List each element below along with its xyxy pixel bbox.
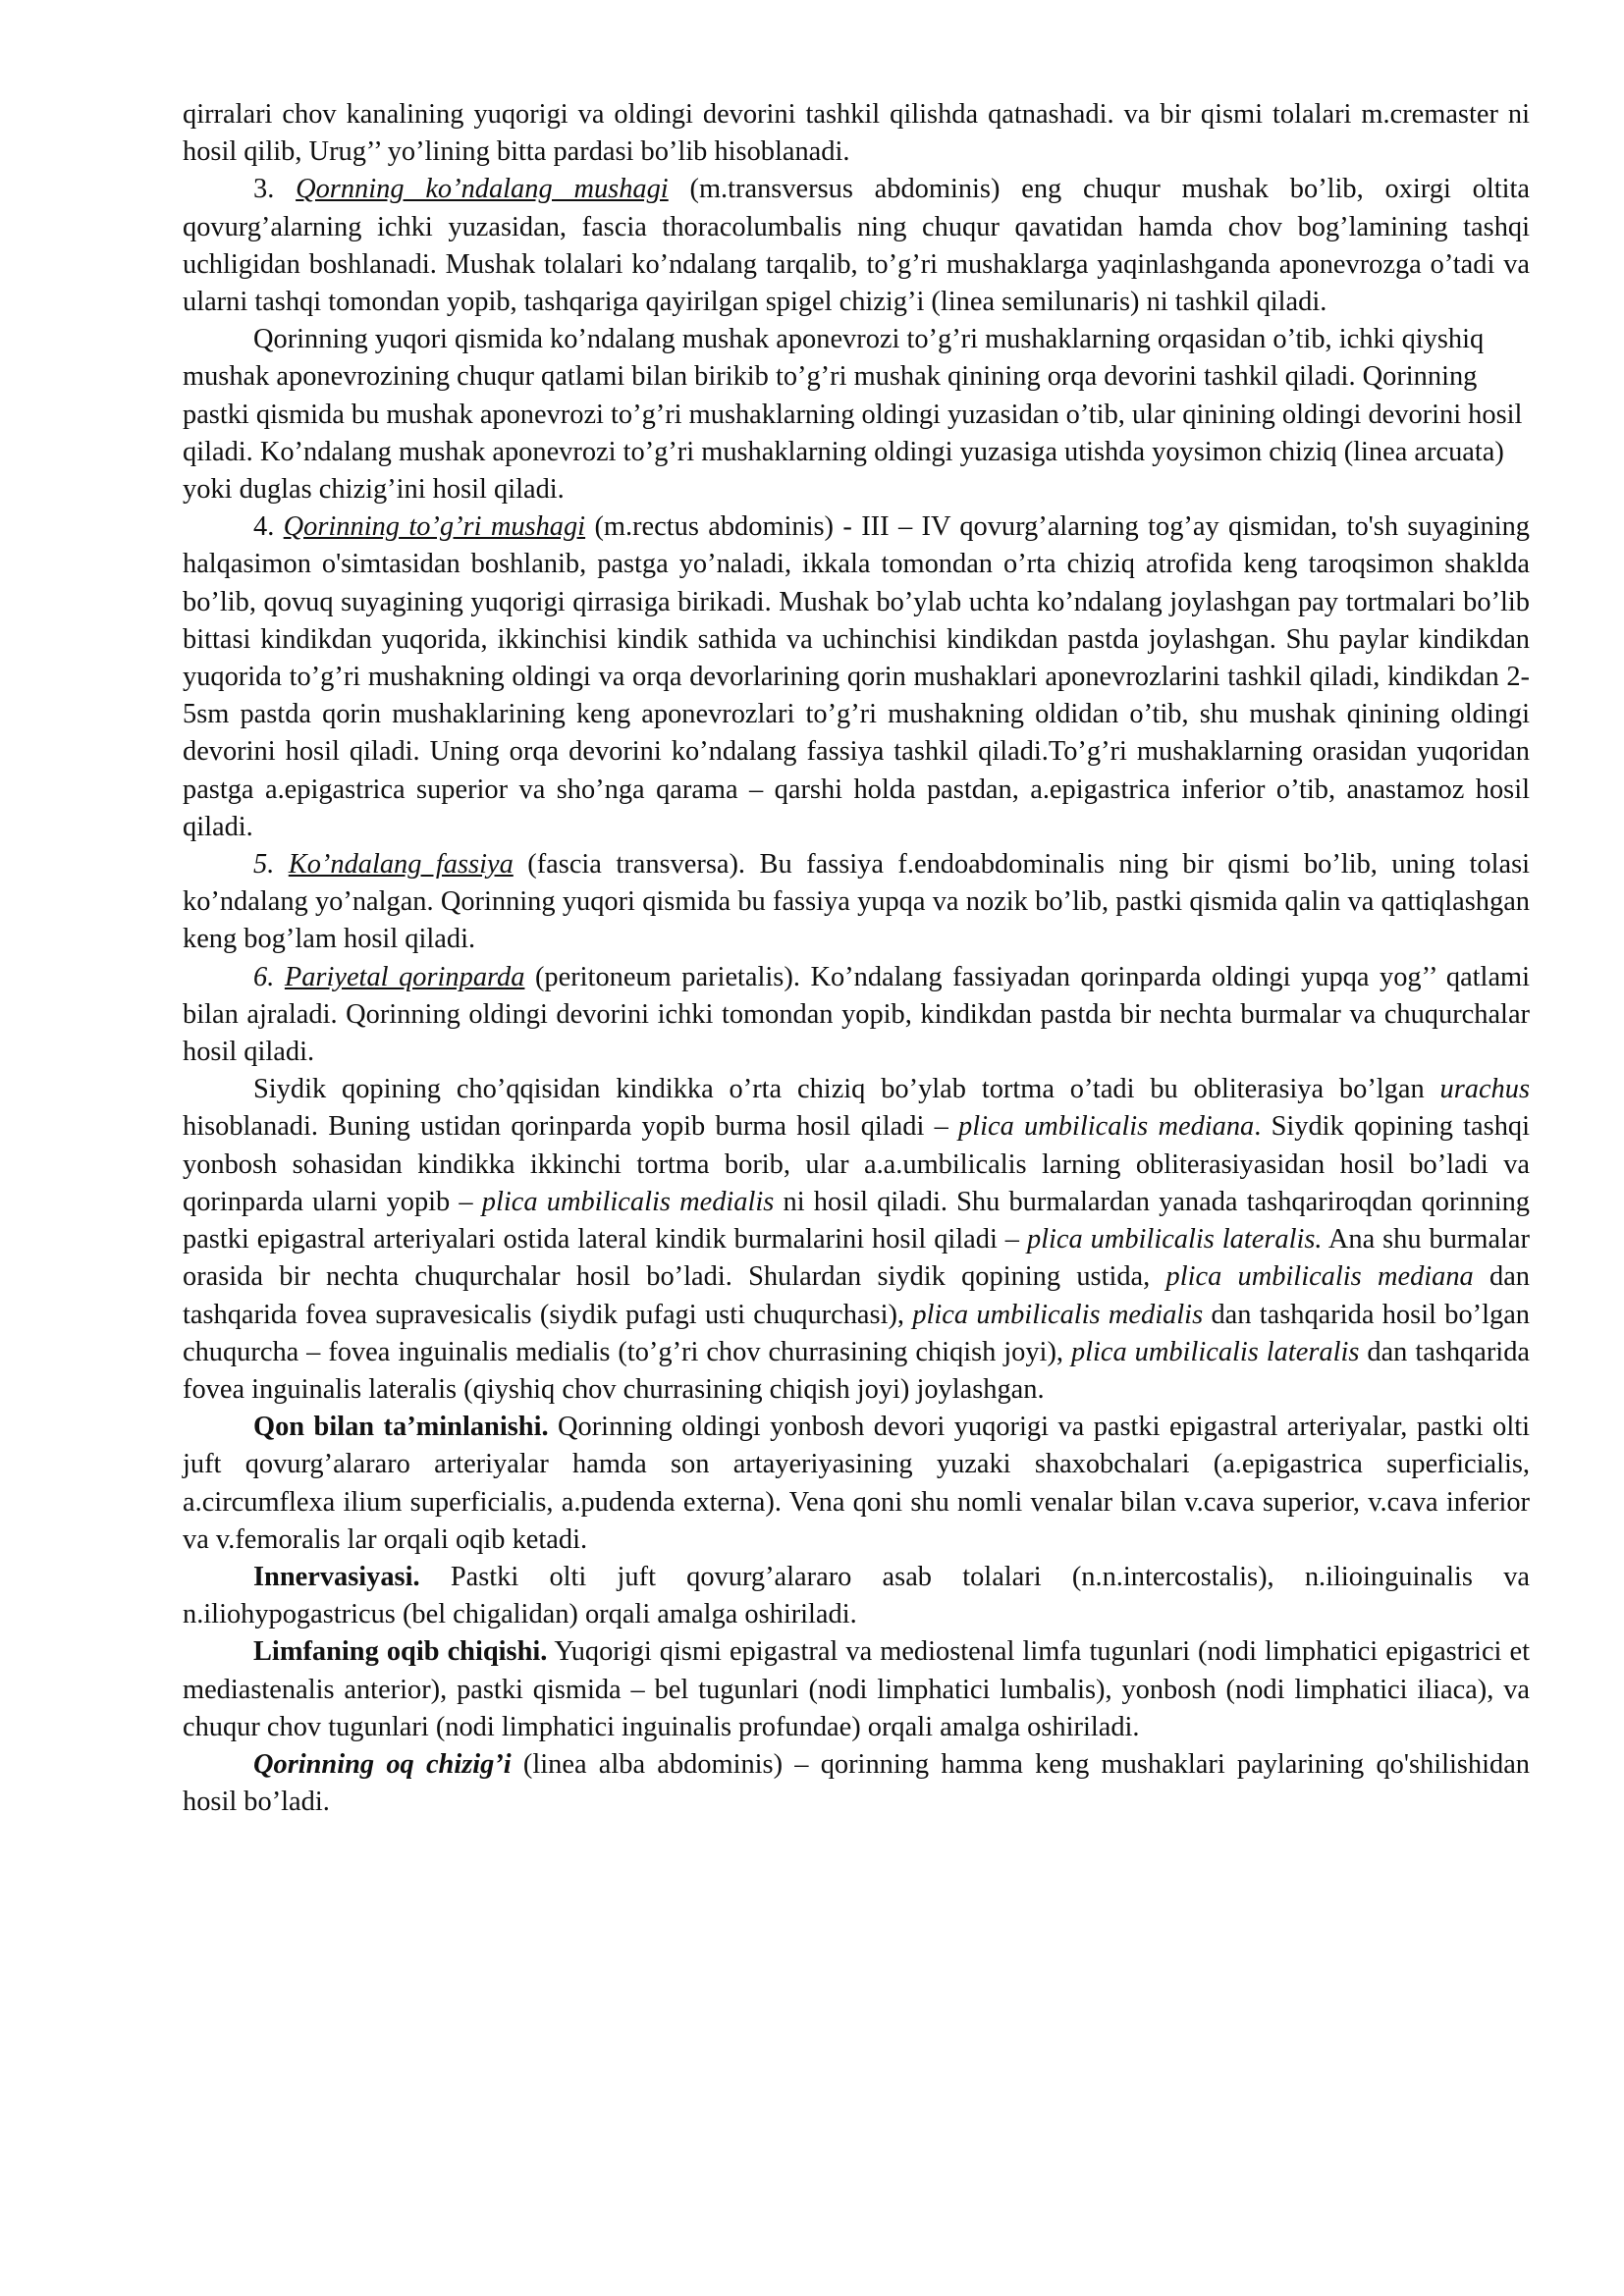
text: ni hosil qiladi. Shu burmalardan yanada tashqariroqdan qorinning pastki epigastral arteriyalari ostida lateral kindik burmalarini hosil qiladi – xyxy=(183,1186,1530,1255)
text: (m.transversus abdominis) eng chuqur mushak bo’lib, oxirgi oltita qovurg’alarning ichki yuzasidan, fascia thoracolumbalis ning chuqur qavatidan hamda chov bog’lamining tashqi uchligidan boshlanadi. Mushak tolalari ko’ndalang tarqalib, to’g’ri mushaklarga yaqinlashganda aponevrozga o’tadi va ularni tashqi tomondan yopib, tashqariga qayirilgan spigel chizig’i (linea semilunaris) ni tashkil qiladi. xyxy=(183,174,1530,318)
text: (fascia transversa). Bu fassiya f.endoabdominalis ning bir qismi bo’lib, uning tolasi ko’ndalang yo’nalgan. Qorinning yuqori qismida bu fassiya yupqa va nozik bo’lib, pastki qismida qalin va qattiqlashgan keng bog’lam hosil qiladi. xyxy=(183,849,1531,955)
italic-term: plica umbilicalis lateralis xyxy=(1070,1336,1360,1367)
italic-term: plica umbilicalis mediana xyxy=(958,1111,1255,1143)
paragraph-blood-supply xyxy=(183,1409,1530,1559)
section-heading: Qon bilan ta’minlanishi. xyxy=(253,1412,549,1443)
text: dan tashqarida fovea supravesicalis (siydik pufagi usti chuqurchasi), xyxy=(183,1261,1531,1330)
paragraph-fascia xyxy=(183,846,1530,959)
text: . Siydik qopining tashqi yonbosh sohasidan kindikka ikkinchi tortma borib, ular a.a.umbilicalis larning obliterasiyasidan hosil bo’ladi va qorinparda ularni yopib – xyxy=(183,1111,1530,1217)
term-heading: Qornning ko’ndalang mushagi xyxy=(296,174,669,205)
text: Yuqorigi qismi epigastral va mediostenal limfa tugunlari (nodi limphatici epigastrici et mediastenalis anterior), pastki qismida – bel tugunlari (nodi limphatici lumbalis), yonbosh (nodi limphatici iliaca), va chuqur chov tugunlari (nodi limphatici inguinalis profundae) orqali amalga oshiriladi. xyxy=(183,1636,1530,1742)
term-heading: Ko’ndalang fassiya xyxy=(288,849,514,881)
paragraph-rectus xyxy=(183,508,1530,846)
paragraph-innervation xyxy=(183,1559,1530,1633)
paragraph-linea-alba xyxy=(183,1746,1530,1821)
italic-term: plica umbilicalis lateralis. xyxy=(1026,1224,1323,1255)
term-heading: Pariyetal qorinparda xyxy=(284,961,525,992)
italic-term: plica umbilicalis medialis xyxy=(912,1299,1204,1330)
item-number: 5. xyxy=(253,849,289,881)
term-heading: Qorinning to’g’ri mushagi xyxy=(283,511,586,543)
item-number: 4. xyxy=(253,511,284,543)
italic-term: urachus xyxy=(1439,1074,1530,1105)
italic-term: plica umbilicalis medialis xyxy=(481,1186,775,1217)
section-heading: Innervasiyasi. xyxy=(253,1561,420,1592)
text: Siydik qopining cho’qqisidan kindikka o’rta chiziq bo’ylab tortma o’tadi bu obliterasiya bo’lgan xyxy=(253,1074,1440,1105)
paragraph-lymph xyxy=(183,1633,1530,1746)
text: Qorinning oldingi yonbosh devori yuqorigi va pastki epigastral arteriyalar, pastki olti juft qovurg’alararo arteriyalar hamda son artayeriyasining yuzaki shaxobchalari (a.epigastrica superficialis, a.circumflexa ilium superficialis, a.pudenda externa). Vena qoni shu nomli venalar bilan v.cava superior, v.cava inferior va v.femoralis lar orqali oqib ketadi. xyxy=(183,1412,1530,1555)
text: dan tashqarida fovea inguinalis lateralis (qiyshiq chov churrasining chiqish joyi) joylashgan. xyxy=(183,1336,1530,1405)
text: Ana shu burmalar orasida bir nechta chuqurchalar hosil bo’ladi. Shulardan siydik qopining ustida, xyxy=(183,1224,1530,1293)
section-heading: Limfaning oqib chiqishi. xyxy=(253,1636,548,1668)
paragraph-peritoneum xyxy=(183,959,1530,1072)
text: (peritoneum parietalis). Ko’ndalang fassiyadan qorinparda oldingi yupqa yog’’ qatlami bilan ajraladi. Qorinning oldingi devorini ichki tomondan yopib, kindikdan pastda bir nechta burmalar va chuqurchalar hosil qiladi. xyxy=(183,961,1531,1068)
paragraph-umbilical-folds xyxy=(183,1071,1530,1409)
paragraph-transversus xyxy=(183,171,1530,321)
text: dan tashqarida hosil bo’lgan chuqurcha – fovea inguinalis medialis (to’g’ri chov churrasining chiqish joyi), xyxy=(183,1299,1530,1367)
document-page xyxy=(183,96,1530,1821)
text: (m.rectus abdominis) - III – IV qovurg’alarning tog’ay qismidan, to'sh suyagining halqasimon o'simtasidan boshlanib, pastga yo’naladi, ikkala tomondan o’rta chiziq atrofida keng taroqsimon shaklda bo’lib, qovuq suyagining yuqorigi qirrasiga birikadi. Mushak bo’ylab uchta ko’ndalang joylashgan pay tortmalari bo’lib bittasi kindikdan yuqorida, ikkinchisi kindik sathida va uchinchisi kindikdan pastda joylashgan. Shu paylar kindikdan yuqorida to’g’ri mushakning oldingi va orqa devorlarining qorin mushaklari aponevrozlarini tashkil qiladi, kindikdan 2-5sm pastda qorin mushaklarining keng aponevrozlari to’g’ri mushakning oldidan o’tib, shu mushak qinining oldingi devorini hosil qiladi. Uning orqa devorini ko’ndalang fassiya tashkil qiladi.To’g’ri mushaklarning orasidan yuqoridan pastga a.epigastrica superior va sho’nga qarama – qarshi holda pastdan, a.epigastrica inferior o’tib, anastamoz hosil qiladi. xyxy=(183,511,1530,842)
paragraph-continuation xyxy=(183,96,1530,171)
text: Qorinning yuqori qismida ko’ndalang mushak aponevrozi to’g’ri mushaklarning orqasidan o’tib, ichki qiyshiq mushak aponevrozining chuqur qatlami bilan birikib to’g’ri mushak qinining orqa devorini tashkil qiladi. Qorinning pastki qismida bu mushak aponevrozi to’g’ri mushaklarning oldingi yuzasidan o’tib, ular qinining oldingi devorini hosil qiladi. Ko’ndalang mushak aponevrozi to’g’ri mushaklarning oldingi yuzasiga utishda yoysimon chiziq (linea arcuata) yoki duglas chizig’ini hosil qiladi. xyxy=(183,324,1523,506)
section-heading: Qorinning oq chizig’i xyxy=(253,1748,512,1780)
text: Pastki olti juft qovurg’alararo asab tolalari (n.n.intercostalis), n.ilioinguinalis va n.iliohypogastricus (bel chigalidan) orqali amalga oshiriladi. xyxy=(183,1561,1530,1630)
paragraph-aponeurosis xyxy=(183,321,1530,508)
text: hisoblanadi. Buning ustidan qorinparda yopib burma hosil qiladi – xyxy=(183,1111,959,1143)
item-number: 6. xyxy=(253,961,285,992)
item-number: 3. xyxy=(253,174,297,205)
text: qirralari chov kanalining yuqorigi va oldingi devorini tashkil qilishda qatnashadi. va bir qismi tolalari m.cremaster ni hosil qilib, Urug’’ yo’lining bitta pardasi bo’lib hisoblanadi. xyxy=(183,99,1530,168)
italic-term: plica umbilicalis mediana xyxy=(1165,1261,1474,1293)
text: (linea alba abdominis) – qorinning hamma keng mushaklari paylarining qo'shilishidan hosil bo’ladi. xyxy=(183,1748,1530,1818)
